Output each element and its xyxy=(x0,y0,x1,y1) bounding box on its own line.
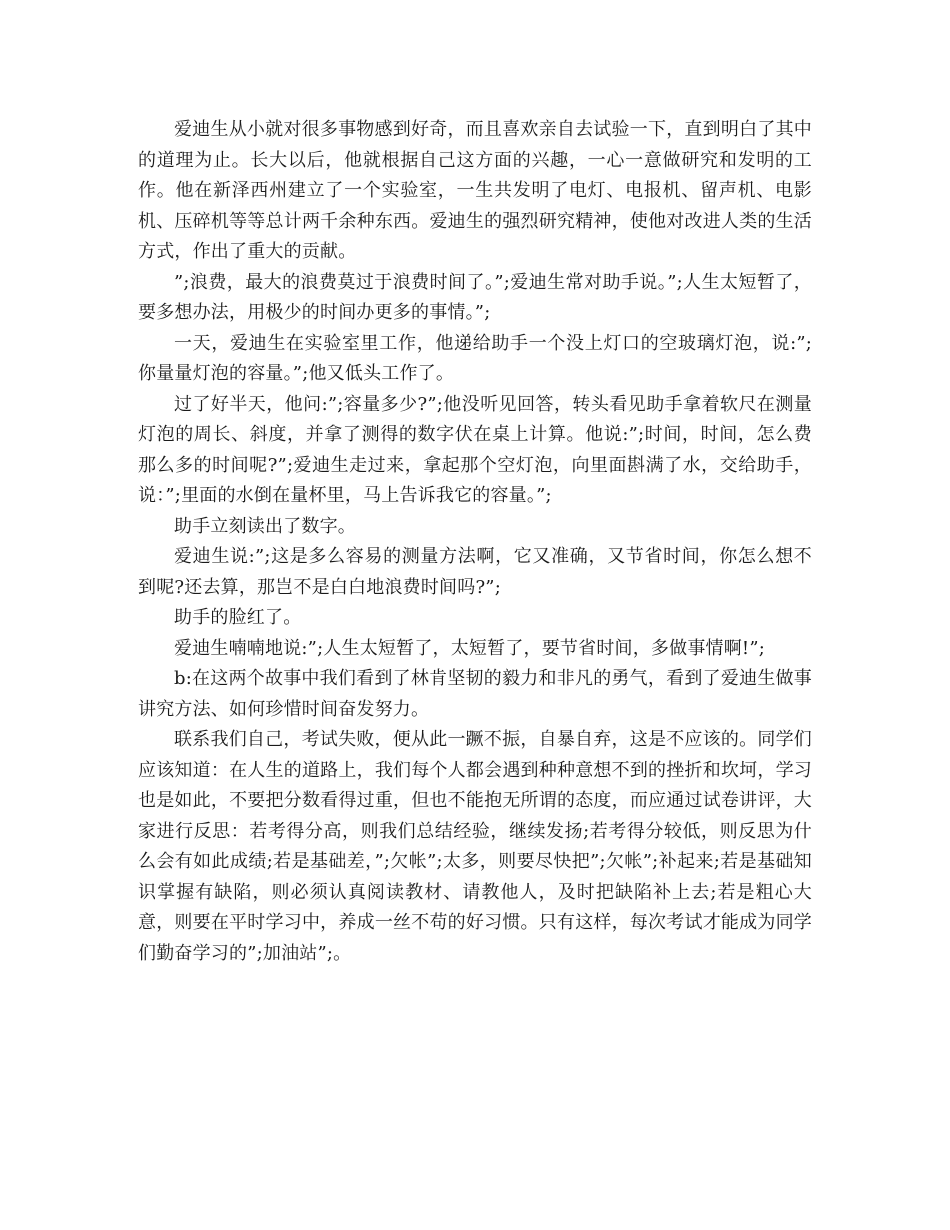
paragraph-waste-time: ”;浪费，最大的浪费莫过于浪费时间了。”;爱迪生常对助手说。”;人生太短暂了，要多想办法，用极少的时间办更多的事情。”; xyxy=(138,271,812,323)
paragraph-edison-murmurs: 爱迪生喃喃地说:”;人生太短暂了，太短暂了，要节省时间，多做事情啊!”; xyxy=(174,637,766,659)
paragraph-reflection: 联系我们自己，考试失败，便从此一蹶不振，自暴自弃，这是不应该的。同学们应该知道：在人生的道路上，我们每个人都会遇到种种意想不到的挫折和坎坷，学习也是如此，不要把分数看得过重，但也不能抱无所谓的态度，而应通过试卷讲评，大家进行反思：若考得分高，则我们总结经验，继续发扬;若考得分较低，则反思为什么会有如此成绩;若是基础差，”;欠帐”;太多，则要尽快把”;欠帐”;补起来;若是基础知识掌握有缺陷，则必须认真阅读教材、请教他人，及时把缺陷补上去;若是粗心大意，则要在平时学习中，养成一丝不苟的好习惯。只有这样，每次考试才能成为同学们勤奋学习的”;加油站”;。 xyxy=(138,729,812,964)
paragraph-edison-childhood: 爱迪生从小就对很多事物感到好奇，而且喜欢亲自去试验一下，直到明白了其中的道理为止。长大以后，他就根据自己这方面的兴趣，一心一意做研究和发明的工作。他在新泽西州建立了一个实验室，一生共发明了电灯、电报机、留声机、电影机、压碎机等等总计两千余种东西。爱迪生的强烈研究精神，使他对改进人类的生活方式，作出了重大的贡献。 xyxy=(138,119,812,262)
paragraph-measuring: 过了好半天，他问:”;容量多少?”;他没听见回答，转头看见助手拿着软尺在测量灯泡的周长、斜度，并拿了测得的数字伏在桌上计算。他说:”;时间，时间，怎么费那么多的时间呢?”;爱迪生走过来，拿起那个空灯泡，向里面斟满了水，交给助手，说：”;里面的水倒在量杯里，马上告诉我它的容量。”; xyxy=(138,393,812,506)
paragraph-assistant-blushes: 助手的脸红了。 xyxy=(174,607,302,628)
paragraph-assistant-reads: 助手立刻读出了数字。 xyxy=(174,515,356,537)
paragraph-edison-says: 爱迪生说:”;这是多么容易的测量方法啊，它又准确，又节省时间，你怎么想不到呢?还去算，那岂不是白白地浪费时间吗?”; xyxy=(138,546,812,598)
paragraph-light-bulb: 一天，爱迪生在实验室里工作，他递给助手一个没上灯口的空玻璃灯泡，说:”;你量量灯泡的容量。”;他又低头工作了。 xyxy=(138,332,812,384)
paragraph-story-summary: b:在这两个故事中我们看到了林肯坚韧的毅力和非凡的勇气，看到了爱迪生做事讲究方法、如何珍惜时间奋发努力。 xyxy=(138,668,812,720)
